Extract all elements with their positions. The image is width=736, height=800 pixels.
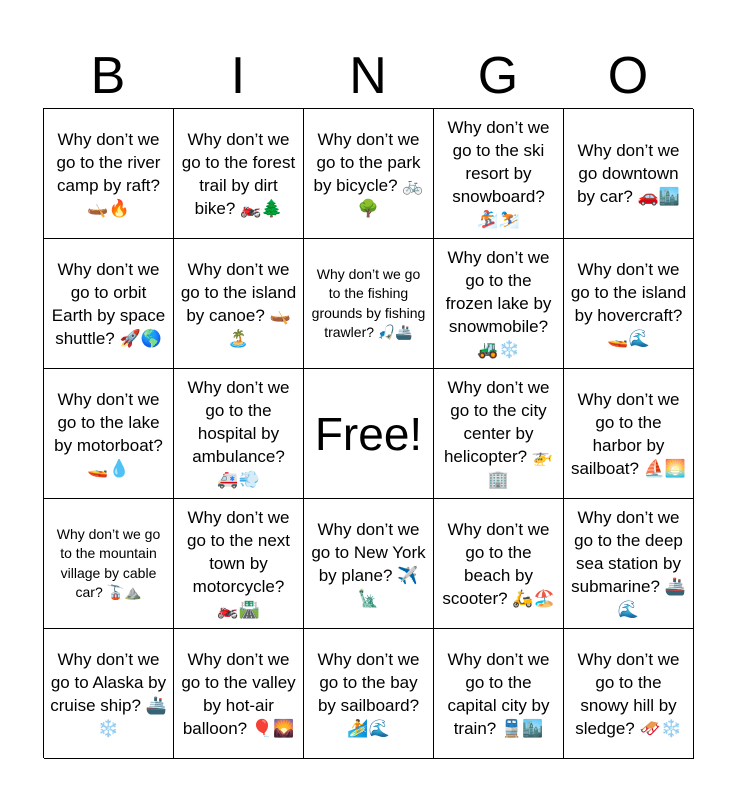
cell-text: Why don’t we go to the deep sea station by submarine? 🚢🌊: [571, 508, 686, 619]
bingo-cell-1-5[interactable]: [564, 109, 694, 239]
cell-text: Why don’t we go to Alaska by cruise ship? 🚢❄️: [50, 649, 167, 738]
cell-text: Why don’t we go to the ski resort by snowboard? 🏂⛷️: [447, 118, 550, 229]
bingo-cell-5-5[interactable]: [564, 629, 694, 759]
bingo-cell-4-4[interactable]: [434, 499, 564, 629]
bingo-cell-4-2[interactable]: [174, 499, 304, 629]
bingo-cell-2-3[interactable]: [304, 239, 434, 369]
cell-text: Why don’t we go to the valley by hot-air balloon? 🎈🌄: [181, 649, 296, 738]
bingo-cell-3-4[interactable]: [434, 369, 564, 499]
bingo-cell-5-4[interactable]: [434, 629, 564, 759]
cell-text: Why don’t we go to the capital city by train? 🚆🏙️: [447, 649, 550, 738]
bingo-cell-1-1[interactable]: [44, 109, 174, 239]
bingo-cell-1-3[interactable]: [304, 109, 434, 239]
cell-text: Why don’t we go to the next town by motorcycle? 🏍️🛣️: [186, 508, 291, 619]
cell-text: Why don’t we go to the fishing grounds by fishing trawler? 🎣🚢: [311, 265, 426, 340]
bingo-cell-5-2[interactable]: [174, 629, 304, 759]
bingo-free-cell[interactable]: [304, 369, 434, 499]
cell-text: Why don’t we go to the mountain village by cable car? 🚡⛰️: [56, 525, 161, 600]
bingo-cell-2-4[interactable]: [434, 239, 564, 369]
cell-text: Why don’t we go to the harbor by sailboat? ⛵🌅: [570, 389, 687, 478]
cell-text: Why don’t we go to the city center by helicopter? 🚁🏢: [443, 378, 554, 489]
header-letter-g: G: [477, 47, 519, 105]
bingo-cell-1-4[interactable]: [434, 109, 564, 239]
cell-text: Why don’t we go to the lake by motorboat? 🚤💧: [54, 389, 163, 478]
bingo-cell-3-1[interactable]: [44, 369, 174, 499]
cell-text: Why don’t we go to the frozen lake by snowmobile? 🚜❄️: [445, 248, 552, 359]
bingo-cell-4-5[interactable]: [564, 499, 694, 629]
cell-text: Why don’t we go to the beach by scooter? 🛵🏖️: [442, 519, 555, 608]
cell-text: Why don’t we go downtown by car? 🚗🏙️: [577, 141, 680, 206]
header-letter-o: O: [607, 47, 649, 105]
bingo-cell-2-1[interactable]: [44, 239, 174, 369]
cell-text: Why don’t we go to the island by hovercraft? 🚤🌊: [570, 259, 687, 348]
bingo-cell-3-5[interactable]: [564, 369, 694, 499]
cell-text: Why don’t we go to the hospital by ambulance? 🚑💨: [187, 378, 290, 489]
bingo-cell-2-2[interactable]: [174, 239, 304, 369]
cell-text: Why don’t we go to the forest trail by dirt bike? 🏍️🌲: [181, 129, 296, 218]
bingo-cell-2-5[interactable]: [564, 239, 694, 369]
header-letter-i: I: [230, 47, 246, 105]
cell-text: Why don’t we go to orbit Earth by space shuttle? 🚀🌎: [51, 259, 166, 348]
bingo-cell-5-3[interactable]: [304, 629, 434, 759]
bingo-cell-3-2[interactable]: [174, 369, 304, 499]
bingo-header: [43, 44, 693, 108]
header-letter-n: N: [349, 47, 387, 105]
header-letter-b: B: [90, 47, 126, 105]
free-cell-text: Free!: [314, 407, 423, 460]
cell-text: Why don’t we go to the bay by sailboard? 🏄🌊: [317, 649, 420, 738]
cell-text: Why don’t we go to the park by bicycle? 🚲🌳: [313, 129, 424, 218]
bingo-cell-5-1[interactable]: [44, 629, 174, 759]
cell-text: Why don’t we go to the island by canoe? 🛶🏝️: [180, 259, 297, 348]
bingo-cell-1-2[interactable]: [174, 109, 304, 239]
cell-text: Why don’t we go to New York by plane? ✈️🗽: [311, 519, 426, 608]
bingo-cell-4-1[interactable]: [44, 499, 174, 629]
cell-text: Why don’t we go to the river camp by raft? 🛶🔥: [56, 129, 161, 218]
bingo-board: [43, 108, 693, 758]
bingo-cell-4-3[interactable]: [304, 499, 434, 629]
cell-text: Why don’t we go to the snowy hill by sledge? 🛷❄️: [575, 649, 682, 738]
